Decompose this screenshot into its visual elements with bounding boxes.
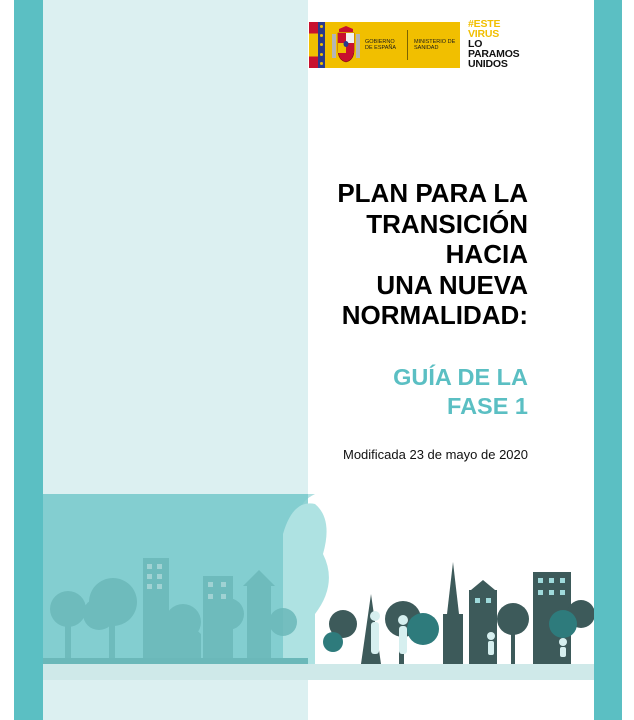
government-label: GOBIERNO DE ESPAÑA — [365, 38, 397, 51]
subtitle-line: GUÍA DE LA — [393, 364, 528, 390]
government-logo — [309, 22, 460, 68]
ministry-label: MINISTERIO DE SANIDAD — [407, 30, 456, 60]
title-line: TRANSICIÓN — [366, 208, 528, 239]
coat-of-arms-icon — [331, 26, 361, 64]
spain-flag-strip — [309, 22, 318, 68]
slogan-line: LO — [468, 38, 483, 50]
slogan — [468, 19, 520, 69]
eu-stars-strip — [318, 22, 325, 68]
title-line: PLAN PARA LA — [337, 178, 528, 208]
title-line: HACIA — [445, 239, 528, 269]
slogan-line: VIRUS — [468, 28, 500, 40]
modified-date: Modificada 23 de mayo de 2020 — [342, 447, 528, 462]
subtitle-line: FASE 1 — [447, 393, 528, 419]
slogan-line: #ESTE — [468, 18, 501, 30]
document-title — [337, 178, 528, 331]
right-border-bar — [594, 0, 622, 720]
slogan-line: PARAMOS — [468, 48, 520, 60]
title-line: NORMALIDAD: — [341, 300, 528, 330]
title-line: UNA NUEVA — [376, 269, 528, 300]
city-skyline-illustration — [43, 494, 594, 680]
slogan-line: UNIDOS — [468, 58, 508, 70]
left-border-bar — [14, 0, 43, 720]
document-subtitle — [393, 363, 528, 421]
